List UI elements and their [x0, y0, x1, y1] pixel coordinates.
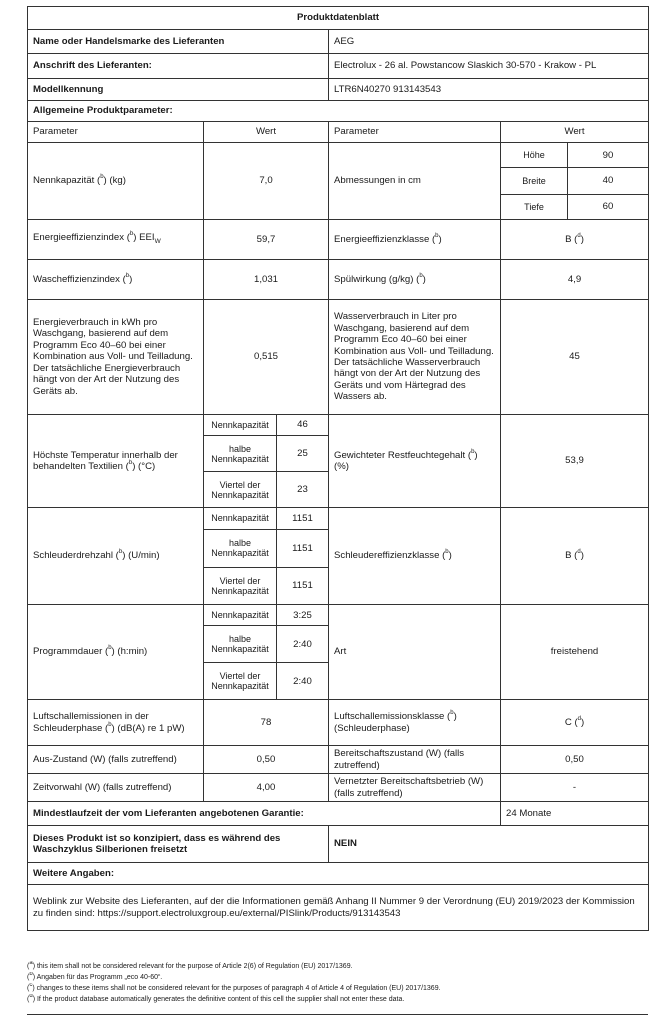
type-label: Art	[329, 605, 501, 700]
footnote-d: ($^d$) If the product database automatically generates the definitive content of this cell the supplier shall not enter these data.	[27, 994, 405, 1003]
spin-full-label: Nennkapazität	[204, 508, 277, 529]
water-use-label: Wasserverbrauch in Liter pro Waschgang, basierend auf dem Programm Eco 40–60 bei einer Kombination aus Voll- und Teilladung. Der tatsächliche Wasserverbrauch hängt von der Art der Nutzung des Geräts und vom Härtegrad des Wassers ab.	[329, 300, 501, 415]
model-label: Modellkennung	[28, 79, 329, 101]
wash-eff-label: Wascheffizienzindex ($^b$)	[28, 260, 204, 300]
product-data-sheet	[27, 6, 648, 931]
depth-label: Tiefe	[501, 194, 568, 219]
temp-quarter-value: 23	[297, 483, 308, 495]
silver-ions-label: Dieses Produkt ist so konzipiert, dass es während des Waschzyklus Silberionen freisetzt	[28, 826, 329, 863]
silver-ions-value: NEIN	[329, 826, 649, 863]
moisture-label: Gewichteter Restfeuchtegehalt ($^b$) (%)	[329, 415, 501, 508]
width-value: 40	[568, 168, 649, 194]
duration-label: Programmdauer ($^b$) (h:min)	[28, 605, 204, 700]
off-mode-label: Aus-Zustand (W) (falls zutreffend)	[28, 746, 204, 774]
footnotes	[27, 961, 648, 1005]
noise-class-value: C ($^d$)	[501, 700, 649, 746]
water-use-value: 45	[501, 300, 649, 415]
supplier-address-label: Anschrift des Lieferanten:	[28, 54, 329, 79]
depth-value: 60	[602, 201, 614, 213]
width-label: Breite	[501, 168, 568, 194]
duration-full-value: 3:25	[277, 605, 329, 626]
delay-value: 4,00	[204, 774, 329, 802]
duration-quarter-label: Viertel der Nennkapazität	[204, 663, 277, 699]
guarantee-label: Mindestlaufzeit der vom Lieferanten angebotenen Garantie:	[28, 802, 501, 826]
footnote-a: ($^a$) this item shall not be considered relevant for the purpose of Article 2(6) of Regulation (EU) 2017/1369.	[27, 961, 353, 970]
spin-half-label: halbe Nennkapazität	[204, 529, 277, 567]
further-info-text: Weblink zur Website des Lieferanten, auf der die Informationen gemäß Anhang II Nummer 9 der Verordnung (EU) 2019/2023 der Kommission zu finden sind: https://support.electroluxgroup.eu/external/PISlink/Products/913143543	[28, 885, 649, 931]
footnote-b: ($^b$) Angaben für das Programm „eco 40-60“.	[27, 972, 163, 981]
rinse-label: Spülwirkung (g/kg) ($^b$)	[329, 260, 501, 300]
spin-half-value: 1151	[277, 529, 329, 567]
supplier-address-value: Electrolux - 26 al. Powstancow Slaskich 30-570 - Krakow - PL	[329, 54, 649, 79]
bottom-divider	[27, 1014, 648, 1015]
dimensions-label: Abmessungen in cm	[329, 143, 501, 220]
spin-values	[204, 508, 329, 605]
temp-half-label: halbe Nennkapazität	[204, 436, 277, 472]
temperature-values	[204, 415, 329, 508]
col-header-value-right: Wert	[501, 122, 649, 143]
off-mode-value: 0,50	[204, 746, 329, 774]
temp-full-value: 46	[277, 415, 329, 436]
duration-half-label: halbe Nennkapazität	[204, 626, 277, 663]
spin-class-value: B ($^d$)	[501, 508, 649, 605]
noise-class-label: Luftschallemissionsklasse ($^b$) (Schleuderphase)	[329, 700, 501, 746]
energy-class-value: B ($^d$)	[501, 220, 649, 260]
model-value: LTR6N40270 913143543	[329, 79, 649, 101]
general-params-header: Allgemeine Produktparameter:	[28, 101, 649, 122]
eei-value: 59,7	[204, 220, 329, 260]
col-header-param-left: Parameter	[28, 122, 204, 143]
network-standby-label: Vernetzter Bereitschaftsbetrieb (W) (falls zutreffend)	[329, 774, 501, 802]
duration-half-value: 2:40	[277, 626, 329, 663]
rinse-value: 4,9	[501, 260, 649, 300]
col-header-value-left: Wert	[204, 122, 329, 143]
temp-full-label: Nennkapazität	[204, 415, 277, 436]
energy-use-label: Energieverbrauch in kWh pro Waschgang, basierend auf dem Programm Eco 40–60 bei einer Kombination aus Voll- und Teilladung. Der tatsächliche Energieverbrauch hängt von der Art der Nutzung des Geräts ab.	[28, 300, 204, 415]
energy-class-label: Energieeffizienzklasse ($^b$)	[329, 220, 501, 260]
type-value: freistehend	[501, 605, 649, 700]
spin-quarter-value: 1151	[292, 580, 313, 592]
sheet-title: Produktdatenblatt	[28, 7, 649, 30]
duration-values	[204, 605, 329, 700]
standby-value: 0,50	[501, 746, 649, 774]
spin-class-label: Schleudereffizienzklasse ($^b$)	[329, 508, 501, 605]
capacity-label: Nennkapazität ($^b$) (kg)	[28, 143, 204, 220]
noise-value: 78	[204, 700, 329, 746]
datasheet-table	[27, 6, 649, 931]
moisture-value: 53,9	[501, 415, 649, 508]
delay-label: Zeitvorwahl (W) (falls zutreffend)	[28, 774, 204, 802]
noise-label: Luftschallemissionen in der Schleuderphase ($^b$) (dB(A) re 1 pW)	[28, 700, 204, 746]
height-value: 90	[568, 143, 649, 168]
temp-quarter-label: Viertel der Nennkapazität	[204, 472, 277, 507]
network-standby-value: -	[501, 774, 649, 802]
duration-quarter-value: 2:40	[293, 675, 312, 687]
supplier-name-value: AEG	[329, 30, 649, 54]
footnote-c: ($^c$) changes to these items shall not be considered relevant for the purposes of paragraph 4 of Article 4 of Regulation (EU) 2017/1369.	[27, 983, 441, 992]
guarantee-value: 24 Monate	[501, 802, 649, 826]
temp-half-value: 25	[277, 436, 329, 472]
spin-label: Schleuderdrehzahl ($^b$) (U/min)	[28, 508, 204, 605]
supplier-name-label: Name oder Handelsmarke des Lieferanten	[28, 30, 329, 54]
col-header-param-right: Parameter	[329, 122, 501, 143]
spin-full-value: 1151	[277, 508, 329, 529]
spin-quarter-label: Viertel der Nennkapazität	[204, 567, 277, 604]
eei-label: Energieeffizienzindex ($^b$) $EEI_W$	[28, 220, 204, 260]
duration-full-label: Nennkapazität	[204, 605, 277, 626]
further-info-header: Weitere Angaben:	[28, 863, 649, 885]
temperature-label: Höchste Temperatur innerhalb der behandelten Textilien ($^b$) (°C)	[28, 415, 204, 508]
dimensions-values	[501, 143, 649, 220]
energy-use-value: 0,515	[204, 300, 329, 415]
wash-eff-value: 1,031	[204, 260, 329, 300]
capacity-value: 7,0	[204, 143, 329, 220]
height-label: Höhe	[501, 143, 568, 168]
standby-label: Bereitschaftszustand (W) (falls zutreffend)	[329, 746, 501, 774]
